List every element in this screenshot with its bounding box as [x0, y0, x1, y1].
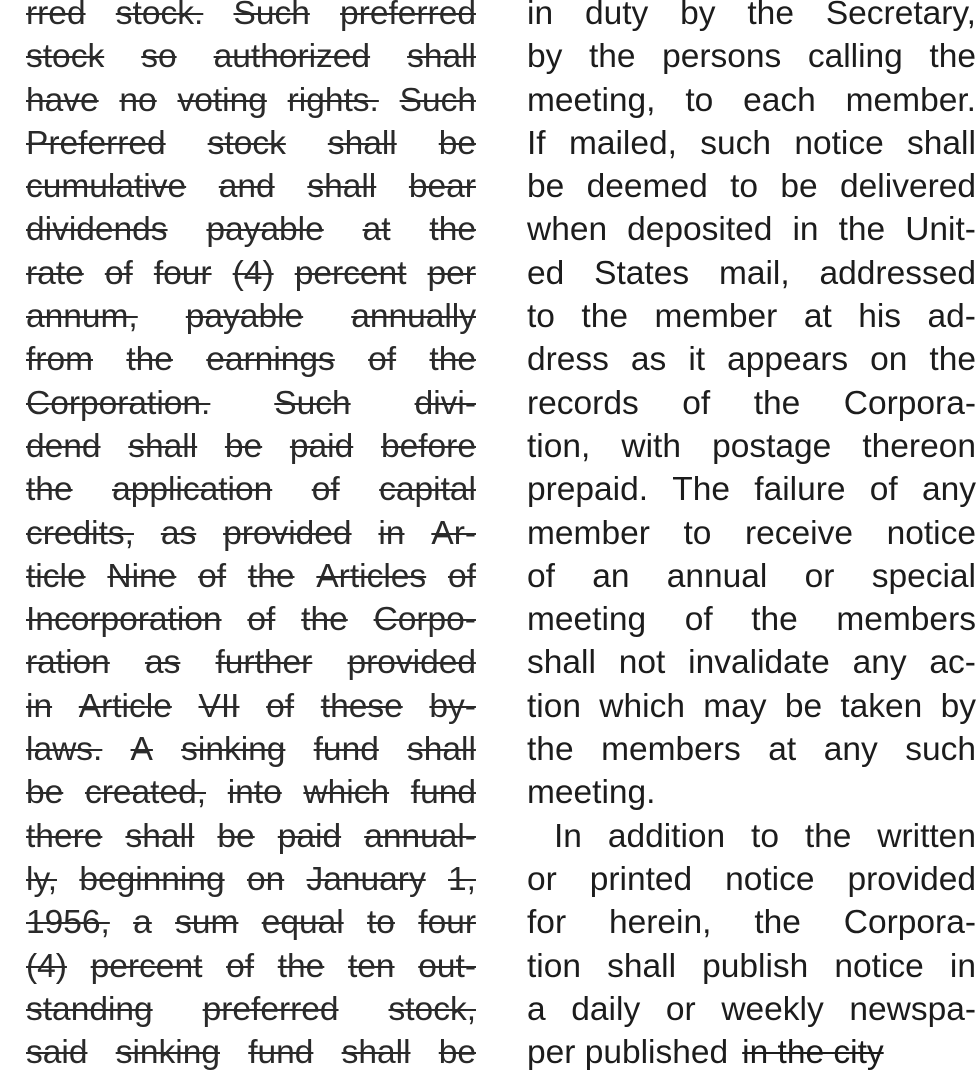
struck-text-line: have no voting rights. Such — [26, 81, 476, 119]
paragraph-line: meeting. — [527, 774, 656, 812]
paragraph-line-partial-strike — [527, 1031, 976, 1074]
paragraph-line: ed States mail, addressed — [527, 254, 976, 292]
paragraph-line: be deemed to be delivered — [527, 168, 976, 206]
struck-text-line: ration as further provided — [26, 644, 476, 682]
paragraph-line: meeting of the members — [527, 601, 976, 639]
struck-text-line: (4) percent of the ten out- — [26, 947, 476, 985]
paragraph-line: or printed notice provided — [527, 860, 976, 898]
paragraph-line: when deposited in the Unit- — [527, 211, 976, 249]
paragraph-line: a daily or weekly newspa- — [527, 990, 976, 1028]
paragraph-line: for herein, the Corpora- — [527, 904, 976, 942]
right-column-text — [527, 0, 976, 1074]
paragraph-line: prepaid. The failure of any — [527, 471, 976, 509]
struck-text-line: there shall be paid annual- — [26, 817, 476, 855]
paragraph-line: tion shall publish notice in — [527, 947, 976, 985]
struck-text-line: dividends payable at the — [26, 211, 476, 249]
struck-text: in the city — [742, 1034, 884, 1072]
paragraph-line: the members at any such — [527, 731, 976, 769]
struck-text-line: be created, into which fund — [26, 774, 476, 812]
paragraph-line: tion, with postage thereon — [527, 427, 976, 465]
struck-text-line: credits, as provided in Ar- — [26, 514, 476, 552]
paragraph-line: If mailed, such notice shall — [527, 124, 976, 162]
paragraph-line: meeting, to each member. — [527, 81, 976, 119]
paragraph-line: tion which may be taken by — [527, 687, 976, 725]
struck-text-line: ly, beginning on January 1, — [26, 860, 476, 898]
struck-text-line: rate of four (4) percent per — [26, 254, 476, 292]
struck-text-line: dend shall be paid before — [26, 427, 476, 465]
struck-text-line: the application of capital — [26, 471, 476, 509]
struck-text-line: in Article VII of these by- — [26, 687, 476, 725]
paragraph-line: to the member at his ad- — [527, 298, 976, 336]
paragraph-line: member to receive notice — [527, 514, 976, 552]
paragraph-line: records of the Corpora- — [527, 384, 976, 422]
struck-text-line: 1956, a sum equal to four — [26, 904, 476, 942]
struck-text-line: stock so authorized shall — [26, 38, 476, 76]
struck-text-line: ticle Nine of the Articles of — [26, 557, 476, 595]
struck-text-line: Corporation. Such divi- — [26, 384, 476, 422]
plain-text: per published — [527, 1034, 729, 1072]
struck-text-line: laws. A sinking fund shall — [26, 731, 476, 769]
struck-text-line: annum, payable annually — [26, 298, 476, 336]
struck-text-line: from the earnings of the — [26, 341, 476, 379]
paragraph-line: of an annual or special — [527, 557, 976, 595]
struck-text-line: Preferred stock shall be — [26, 124, 476, 162]
struck-text-line: rred stock. Such preferred — [26, 0, 476, 32]
paragraph-line: shall not invalidate any ac- — [527, 644, 976, 682]
struck-text-line: cumulative and shall bear — [26, 168, 476, 206]
struck-text-line: Incorporation of the Corpo- — [26, 601, 476, 639]
struck-text-line: standing preferred stock, — [26, 990, 476, 1028]
paragraph-line: in duty by the Secretary, — [527, 0, 976, 32]
left-column-struck-text — [26, 0, 476, 1074]
paragraph-line: In addition to the written — [554, 817, 976, 855]
struck-text-line: said sinking fund shall be — [26, 1034, 476, 1072]
paragraph-line: by the persons calling the — [527, 38, 976, 76]
paragraph-line: dress as it appears on the — [527, 341, 976, 379]
